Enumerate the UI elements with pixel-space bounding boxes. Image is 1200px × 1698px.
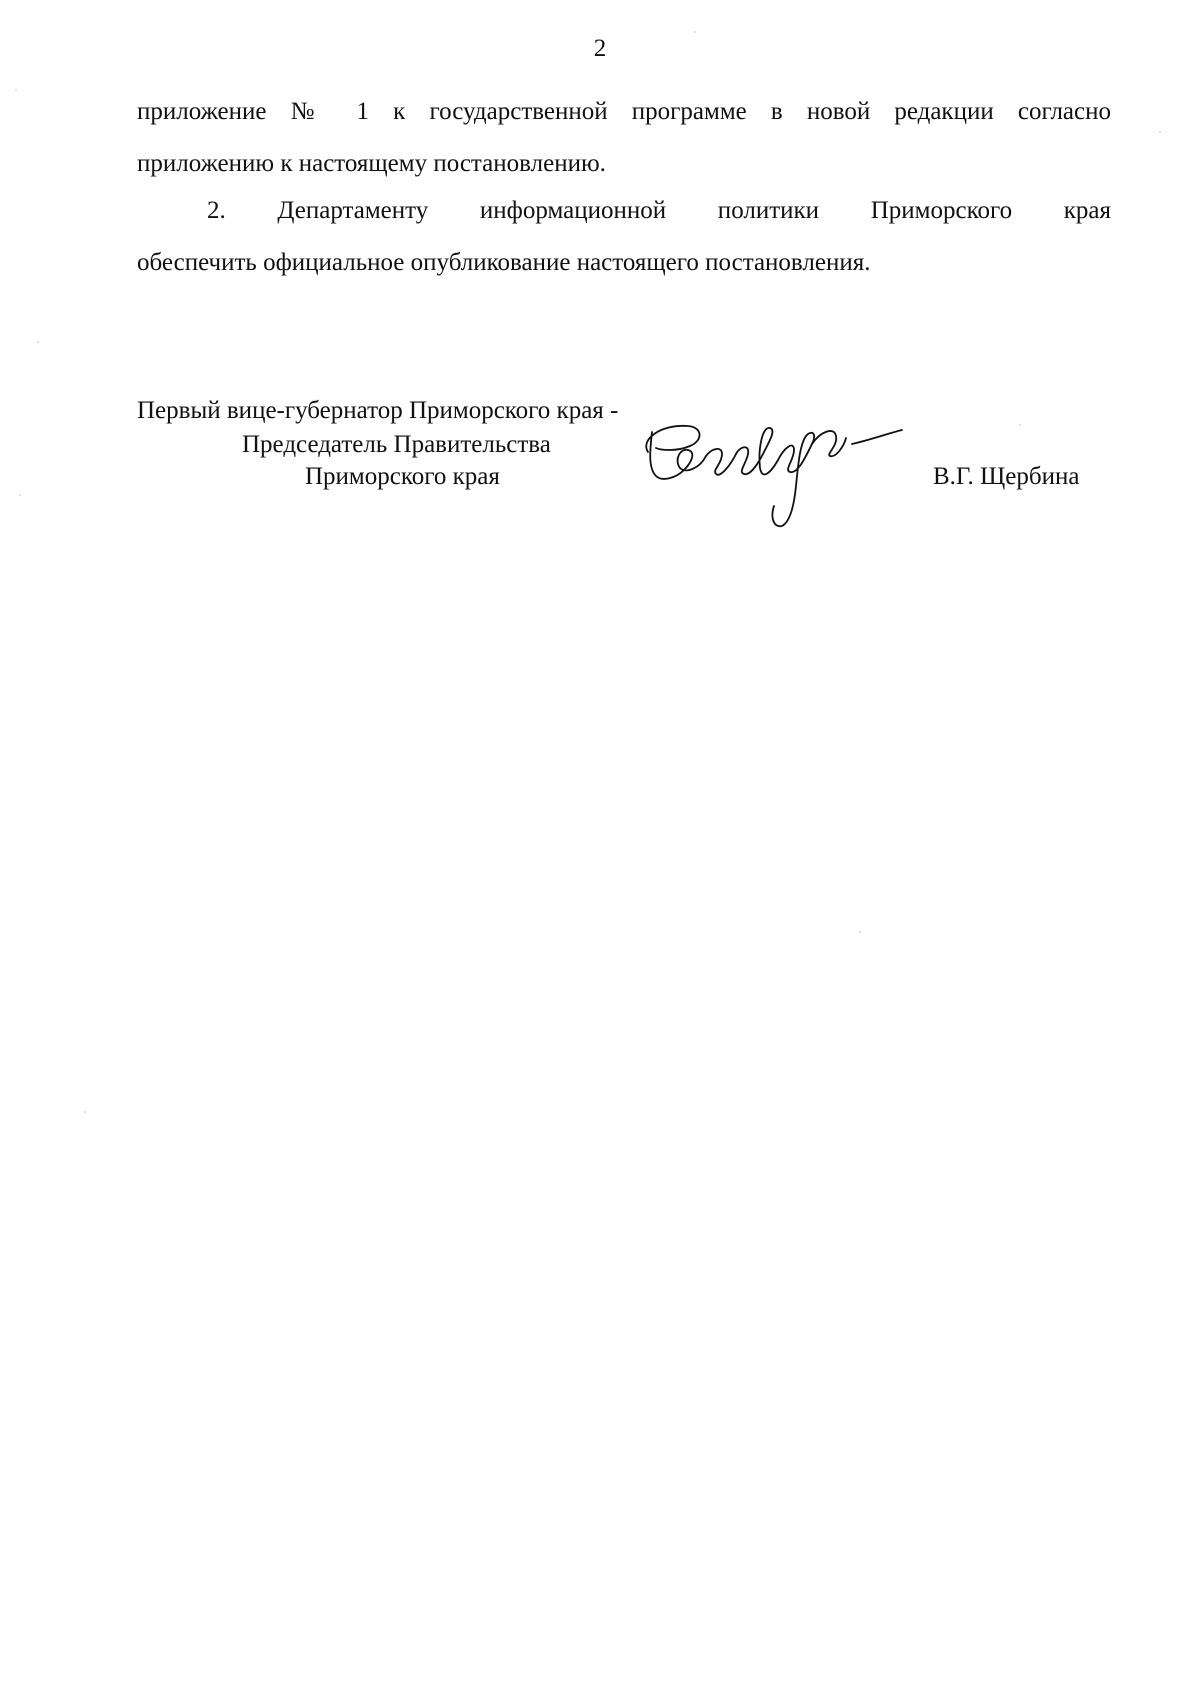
signer-position-line-3: Приморского края [305, 463, 500, 490]
page-number: 2 [593, 35, 607, 62]
signer-position-line-1: Первый вице-губернатор Приморского края - [137, 397, 619, 424]
signer-name: В.Г. Щербина [933, 463, 1080, 490]
paragraph-2-line-1: 2. Департаменту информационной политики Приморского края [207, 197, 1111, 224]
paragraph-2-line-2: обеспечить официальное опубликование настоящего постановления. [137, 249, 871, 276]
signature-block [137, 396, 1117, 526]
paragraph-1-line-1: приложение № 1 к государственной программе в новой редакции согласно [137, 98, 1111, 125]
signer-position-line-2: Председатель Правительства [242, 431, 551, 458]
handwritten-signature [630, 410, 940, 540]
paragraph-1-line-2: приложению к настоящему постановлению. [137, 150, 606, 177]
